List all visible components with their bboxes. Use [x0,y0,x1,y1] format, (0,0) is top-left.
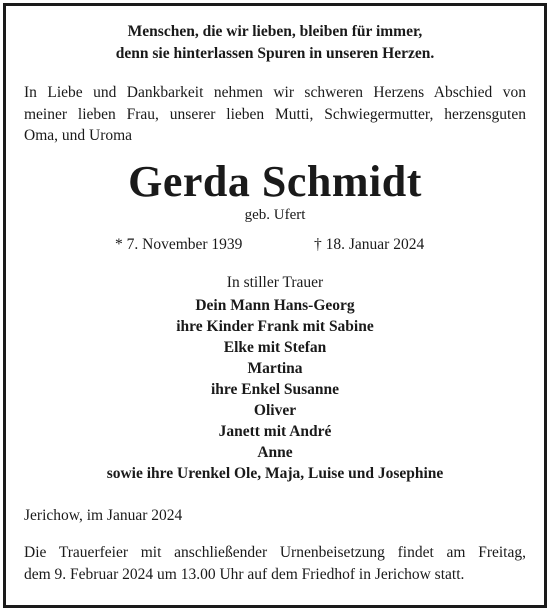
mourner-line: Elke mit Stefan [223,339,327,356]
intro-line-1: In Liebe und Dankbarkeit nehmen wir schweren Herzens Abschied von [24,84,526,101]
intro-line-2: meiner lieben Frau, unserer lieben Mutti, Schwiegermutter, herzensguten [24,105,526,123]
funeral-line-2: dem 9. Februar 2024 um 13.00 Uhr auf dem Friedhof in Jerichow statt. [24,565,465,583]
maiden-name: geb. Ufert [244,207,306,223]
mourner-line: sowie ihre Urenkel Ole, Maja, Luise und Josephine [106,465,444,482]
funeral-line-1: Die Trauerfeier mit anschließender Urnenbeisetzung findet am Freitag, [24,544,526,561]
intro-text [24,82,526,147]
mourner-line: Janett mit André [218,423,332,440]
mourner-line: Anne [257,444,293,461]
mourner-line: Martina [247,360,303,377]
mourning-intro: In stiller Trauer [226,274,324,291]
motto-line-2: denn sie hinterlassen Spuren in unseren Herzen. [115,45,435,62]
birth-date: * 7. November 1939 [115,236,243,253]
deceased-name: Gerda Schmidt [128,157,422,206]
mourner-line: ihre Kinder Frank mit Sabine [176,318,374,335]
place-date: Jerichow, im Januar 2024 [24,507,183,524]
mourners-list [0,295,550,484]
mourner-line: ihre Enkel Susanne [210,381,340,398]
motto-line-1: Menschen, die wir lieben, bleiben für immer, [127,23,423,40]
death-date: † 18. Januar 2024 [314,236,425,253]
mourner-line: Oliver [253,402,297,419]
funeral-info [24,542,526,585]
intro-line-3: Oma, und Uroma [24,127,133,144]
mourner-line: Dein Mann Hans-Georg [195,297,355,314]
motto [0,21,550,65]
